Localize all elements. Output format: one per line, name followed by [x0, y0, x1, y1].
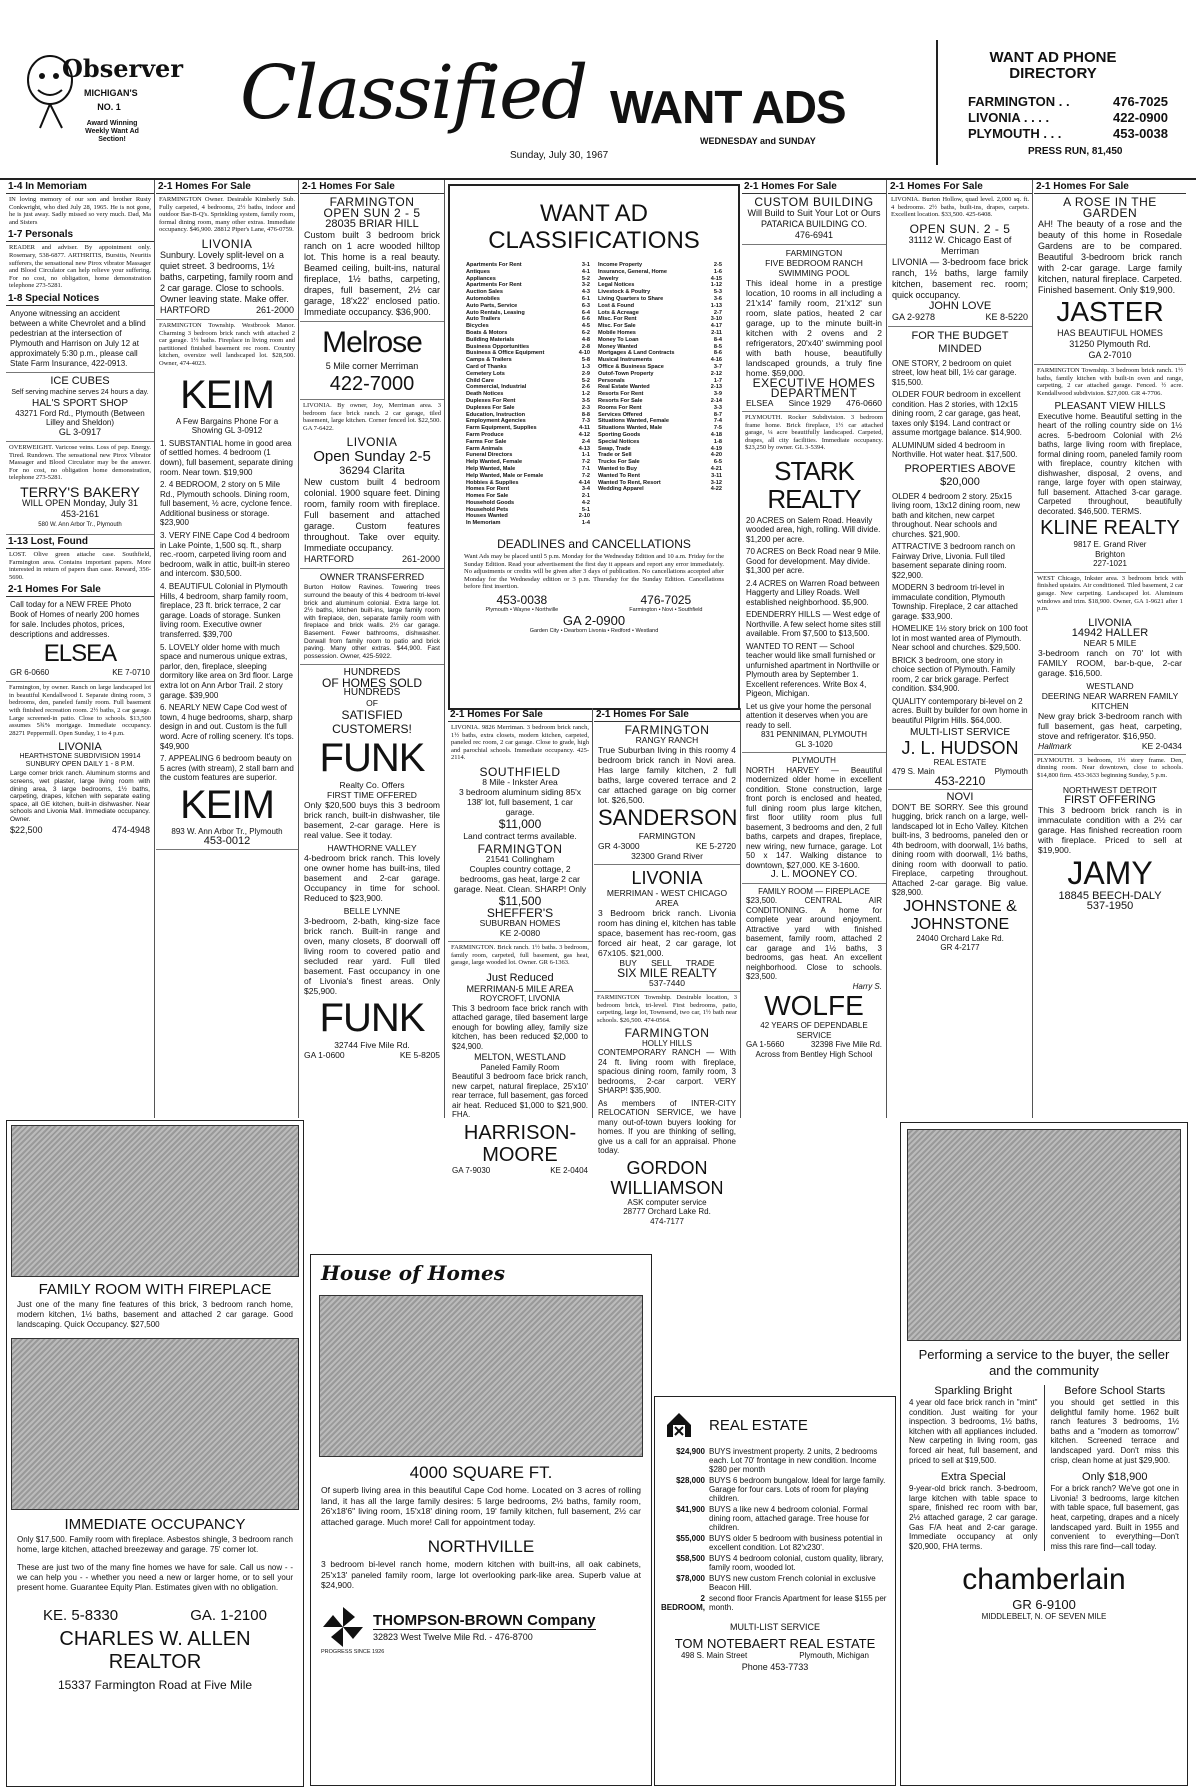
house-photo-3	[319, 1295, 643, 1457]
farmington-brick-text: FARMINGTON. Brick ranch. 1½ baths. 3 bedroom, family room, carpeted, full basement, gas heat, garage, large wooded lot. Owner. GR 6-1363.	[451, 943, 589, 967]
chamberlain-headline: Performing a service to the buyer, the seller and the community	[918, 1347, 1170, 1378]
masthead	[0, 0, 1196, 180]
classification-entry: Money Wanted 8-5	[598, 343, 722, 350]
chamberlain-name: chamberlain	[962, 1563, 1126, 1597]
column-5	[594, 708, 741, 1226]
allen-name: CHARLES W. ALLEN	[59, 1628, 251, 1650]
farmington-twp-text: FARMINGTON Township. Desirable location, 3 bedroom brick, tri-level. First bedrooms, patio, carpeting, large lot, Townsend, two car, 1½ bath near schools. $26,500. 474-0564.	[597, 994, 737, 1024]
classification-entry: Auto Trailers 6-6	[466, 316, 590, 323]
harrison-moore-ad: Just Reduced MERRIMAN-5 MILE AREA ROYCROFT, LIVONIA This 3 bedroom face brick ranch with attached garage, tiled basement large enough for bowling alley, family size kitchen, has been reduced $2,000 to $24,900. MELTON, WESTLAND Paneled Family Room Beautiful 3 bedroom face brick ranch, new carpet, natural fireplace, 25'x10' rear terrace, full basement, gas forced air heat. Reduced $1,000 to $21,900. FHA. HARRISON-MOORE GA 7-9030 KE 2-0404	[452, 971, 588, 1175]
farmington-briar-hill-ad: FARMINGTON OPEN SUN 2 - 5 28035 BRIAR HILL Custom built 3 bedroom brick ranch on 1 acre wooded hilltop lot. This home is a real beauty. Beamed ceiling, built-ins, natural fireplace, 1½ baths, carpeting, drapes, full basement, 2½ car garage, 18'x22' enclosed patio. Immediate occupancy. $36,900.	[300, 194, 444, 322]
classification-entry: Farm Equipment, Supplies 4-11	[466, 425, 590, 432]
elsea-ad: Call today for a NEW FREE Photo Book of Homes of nearly 200 homes for sale. Includes photos, prices, descriptions and addresses. ELSEA GR 6-0660 KE 7-0710	[6, 597, 154, 682]
deadlines-text: Want Ads may be placed until 5 p.m. Monday for the Wednesday Edition and 10 a.m. Friday for the Sunday Edition. Read your advertisement the first day it appears and report any error immediately. No adjustments or credits will be given after 3 days of publication. No cancellations accepted after Monday for the Wednesday edition or 3 p.m. Thursday for the Sunday Edition. Cancellations before first insertion.	[464, 553, 724, 591]
house-photo-2	[11, 1338, 299, 1510]
classification-entry: Farms For Sale 2-4	[466, 438, 590, 445]
want-ads-title: WANT ADS	[610, 81, 846, 133]
classification-list-left	[466, 262, 590, 527]
plymouth-frame-text: PLYMOUTH. 3 bedroom, 1½ story frame. Den, dinning room. Near downtown, close to schools. $14,800 firm. 453-3633 beginning Sunday, 5 p.m.	[1037, 756, 1183, 780]
northville-text: 3 bedroom bi-level ranch home, modern kitchen with built-ins, all oak cabinets, 25'x13' paneled family room, large lot overlooking park-like area. Superb value at $24,900.	[321, 1559, 641, 1590]
listing-row: $58,500 BUYS 4 bedroom colonial, custom quality, library, family room, wooded lot.	[676, 1554, 884, 1572]
header-homes-for-sale: 2-1 Homes For Sale	[156, 180, 298, 194]
column-8	[1034, 180, 1186, 1118]
owner-transferred-ad: OWNER TRANSFERRED Burton Hollow Ravines. Towering trees surround the beauty of this 4 bedroom tri-level brick and aluminum colonial. Extra large lot. 2½ baths, kitchen built-ins, large family room with fireplace, den, separate family room with fireplace and brick walls. 2½ car garage. Basement. Fewer bathrooms, dishwasher. Dorwall from family room to patio and brick paving. Many other extras. $44,900. Fast possession. Owner, 425-5922.	[300, 569, 444, 665]
header-homes-for-sale: 2-1 Homes For Sale	[448, 708, 592, 722]
classification-entry: Building Materials 4-8	[466, 336, 590, 343]
keim-ad: KEIM A Few Bargains Phone For a Showing GL 3-0912 1. SUBSTANTIAL home in good area of settled homes. 4 bedroom (1 down), full basement, separate dining room. Near town. $19,900 2. 4 BEDROOM, 2 story on 5 Mile Rd., Plymouth schools. Dining room, full basement, ½ acre, cyclone fence. Additional business or storage. $23,900 3. VERY FINE Cape Cod 4 bedroom in Lake Pointe, 1,500 sq. ft., sharp rec.-room, carpeted living room and bedroom, walk in attic, built-in stereo and intercom. $30,500. 4. BEAUTIFUL Colonial in Plymouth Hills, 4 bedroom, sharp family room, fireplace, 23 ft. brick terrace, 2 car garage. Loads of storage. Sunken living room. Executive owner transferred. $39,700 5. LOVELY older home with much space and numerous unique extras, parlor, den, fireplace, sleeping dormitory like area on 3rd floor. Large extra lot on Ann Arbor Trail. 2 story garage. $39,900 6. NEARLY NEW Cape Cod west of town, 4 huge bedrooms, sharp, sharp design in and out. Custom is the full word. Acre of rolling scenery. It's tops. $49,900 7. APPEALING 6 bedroom beauty on 5 acres (with stream), 2 stall barn and the custom features are superior. KEIM 893 W. Ann Arbor Tr., Plymouth 453-0012	[156, 370, 298, 851]
immediate-occupancy-title: IMMEDIATE OCCUPANCY	[64, 1516, 246, 1533]
classification-entry: Duplexes For Sale 2-3	[466, 404, 590, 411]
classification-entry: Death Notices 1-2	[466, 391, 590, 398]
gordon-williamson-ad: FARMINGTON HOLLY HILLS CONTEMPORARY RANCH — With 24 ft. living room with fireplace, spacious dining room, family room, 3 bedrooms, 2-car carport. VERY SHARP! $35,900. As members of INTER-CITY RELOCATION SERVICE, we have many out-of-town buyers looking for homes. If you are thinking of selling, give us a call for an appraisal. Phone today. GORDON WILLIAMSON ASK computer service 28777 Orchard Lake Rd. 474-7177	[598, 1026, 736, 1226]
classifications-title: WANT AD CLASSIFICATIONS	[488, 200, 700, 254]
progress-since: PROGRESS SINCE 1926	[321, 1648, 385, 1655]
classification-entry: Misc. For Sale 4-17	[598, 323, 722, 330]
classification-entry: Insurance, General, Home 1-6	[598, 268, 722, 275]
hallmark-ad: LIVONIA 14942 HALLER NEAR 5 MILE 3-bedroom ranch on 70' lot with FAMILY ROOM, bar-b-que, 2-car garage. $16,500. WESTLAND DEERING NEAR WARREN FAMILY KITCHEN New gray brick 3-bedroom ranch with full basement, gas heat, carpeting, stove and refrigerator. $16,950. Hallmark KE 2-0434	[1034, 615, 1186, 755]
hudson-ad: FOR THE BUDGET MINDED ONE STORY, 2 bedroom on quiet street, low heat bill, 1½ car garage. $15,500. OLDER FOUR bedroom in excellent condition. Has 2 stories, with 12x15 dining room, 2 car garage, gas heat, taxes only $194. Land contract or assume mortgage balance. $14,900. ALUMINUM sided 4 bedroom in Northville. Hot water heat. $17,500. PROPERTIES ABOVE $20,000 OLDER 4 bedroom 2 story. 25x15 living room, 13x12 dining room, new bath and kitchen, new carpet throughout. Near schools and churches. $21,900. ATTRACTIVE 3 bedroom ranch on Fairway Drive, Livonia. Full tiled basement separate dining room. $22,900. MODERN 3 bedroom tri-level in immaculate condition, Plymouth Township. Fireplace, 2 car attached garage. $33,900. HOMELIKE 1½ story brick on 100 foot lot in most wanted area of Plymouth. Near school and churches. $29,500. BRICK 3 bedroom, one story in choice section of Plymouth. Family room, 2 car brick garage. Perfect condition. $34,900. QUALITY contemporary bi-level on 2 acres. Built by builder for own home in beautiful Pilgrim Hills. $64,000. MULTI-LIST SERVICE J. L. HUDSON REAL ESTATE 479 S. Main Plymouth 453-2210	[888, 327, 1032, 791]
john-love-ad: OPEN SUN. 2 - 5 31112 W. Chicago East of Merriman LIVONIA — 3-bedroom face brick ranch, 1½ baths, large family kitchen, basement rec. room; quick occupancy. JOHN LOVE GA 2-9278 KE 8-5220	[888, 221, 1032, 327]
deadline-phone-ga: GA 2-0900 Garden City • Dearborn Livonia • Redford • Westland	[529, 613, 659, 635]
header-personals: 1-7 Personals	[6, 228, 154, 242]
classification-entry: Duplexes For Rent 3-5	[466, 397, 590, 404]
classification-entry: Resorts For Rent 3-9	[598, 391, 722, 398]
classification-list-right	[598, 262, 722, 527]
column-4	[448, 708, 593, 1175]
deadline-phones: 453-0038 Plymouth • Wayne • Northville 476-7025 Farmington • Novi • Southfield	[485, 593, 703, 614]
chamberlain-phone: GR 6-9100	[1012, 1597, 1076, 1613]
notebaert-ad	[654, 1396, 896, 1786]
award-text: Award Winning Weekly Want Ad Section!	[85, 120, 139, 143]
west-chicago-text: WEST Chicago, Inkster area. 3 bedroom brick with finished upstairs. Air conditioned. Tiled basement, 2 car garage. New carpeting. Landscaped lot. Aluminum windows and trim. $18,900. Owner, GA 1-9621 after 1 p.m.	[1037, 574, 1183, 613]
memoriam-text: IN loving memory of our son and brother Rusty Conkwright, who died July 28, 1965. He is not gone, he is just away. Sadly missed so very much. Dad, Ma and Sisters	[9, 196, 151, 226]
header-homes-for-sale: 2-1 Homes For Sale	[300, 180, 444, 194]
column-3	[300, 180, 445, 1118]
classification-entry: Help Wanted, Male 7-1	[466, 465, 590, 472]
classification-entry: Swap, Trade 4-19	[598, 445, 722, 452]
classification-entry: Misc. For Rent 3-10	[598, 316, 722, 323]
house-photo-4	[907, 1129, 1181, 1341]
classification-entry: Education, Instruction 8-8	[466, 411, 590, 418]
press-run: PRESS RUN, 81,450	[1028, 146, 1123, 157]
classification-entry: Auction Sales 4-3	[466, 289, 590, 296]
classification-entry: Child Care 5-2	[466, 377, 590, 384]
column-1	[6, 180, 155, 1118]
house-of-homes-ad	[310, 1254, 652, 1786]
notebaert-listings	[655, 1447, 895, 1612]
header-homes-for-sale: 2-1 Homes For Sale	[1034, 180, 1186, 194]
listing-row: $24,900 BUYS investment property. 2 units, 2 bedrooms each. Lot 70' frontage in new condition. Income $280 per month	[676, 1447, 878, 1474]
classification-entry: Livestock & Poultry 5-3	[598, 289, 722, 296]
allen-realtor: REALTOR	[108, 1651, 202, 1673]
classification-index	[450, 262, 738, 527]
ice-cubes-ad: ICE CUBES Self serving machine serves 24 hours a day. HAL'S SPORT SHOP 43271 Ford Rd., Plymouth (Between Lilley and Sheldon) GL 3-0917	[6, 373, 154, 442]
header-special-notices: 1-8 Special Notices	[6, 292, 154, 306]
allen-address: 15337 Farmington Road at Five Mile	[57, 1678, 253, 1692]
header-homes-for-sale: 2-1 Homes For Sale	[6, 583, 154, 597]
header-lost-found: 1-13 Lost, Found	[6, 535, 154, 549]
charles-allen-ad	[6, 1120, 304, 1787]
notebaert-address: 498 S. Main Street Plymouth, Michigan	[680, 1651, 869, 1660]
southfield-ad: SOUTHFIELD 8 Mile - Inkster Area 3 bedroom aluminum siding 85'x 138' lot, full basement, 1 car garage. $11,000 Land contract terms available. FARMINGTON 21541 Collingham Couples country cottage, 2 bedrooms, gas heat, large 2 car garage. Neat. Clean. SHARP! Only $11,500 SHEFFER'S SUBURBAN HOMES KE 2-0080	[448, 764, 592, 942]
directory-row: FARMINGTON . . 476-7025 LIVONIA . . . . 422-0900 PLYMOUTH . . . 453-0038	[968, 94, 1168, 141]
listing-row: $55,000 BUYS older 5 bedroom with business potential in excellent condition. Lot 82'x230'.	[676, 1534, 883, 1552]
northville-title: NORTHVILLE	[427, 1537, 535, 1556]
farmington-owner-text: Farmington, by owner. Ranch on large landscaped lot in beautiful Kendallwood I. Separate dining room, 3 bedrooms, den, paneled family room. Full basement with finished recreation room. 2½ baths, 2 car garage. Large screened-in patio. Close to schools. $13,500 assumes 5¾% mortgage. Immediate occupancy. 28271 Peppermill. Open Sunday, 1 to 4 p.m.	[9, 684, 151, 737]
observer-logo	[20, 50, 183, 160]
allen-phones: KE. 5-8330 GA. 1-2100	[43, 1607, 267, 1624]
classification-entry: Help Wanted, Female 7-2	[466, 459, 590, 466]
classification-entry: Money To Loan 8-4	[598, 336, 722, 343]
classification-entry: Commercial, Industrial 2-6	[466, 384, 590, 391]
classification-entry: Real Estate Wanted 2-13	[598, 384, 722, 391]
square-feet-text: Of superb living area in this beautiful Cape Cod home. Located on 3 acres of rolling land, it has all the large family desires: 5 large bedrooms, 2½ baths, family room, 26'x18'6" living room, 15'x18' dining room, 19' family kitchen, full basement, 2½ car attached garage. Much more! Call for appointment today.	[321, 1485, 641, 1527]
classification-entry: Jewelry 4-15	[598, 275, 722, 282]
house-of-homes-title: House of Homes	[321, 1261, 506, 1285]
wolfe-ad: FAMILY ROOM — FIREPLACE $23,500. CENTRAL AIR CONDITIONING. A home for complete year around enjoyment. Attractive yard with finished basement, family room, attached 2 car garage and 1½ baths, 3 bedrooms, gas heat. An excellent neighborhood. Close to schools. $23,500. Harry S. WOLFE 42 YEARS OF DEPENDABLE SERVICE GA 1-5660 32398 Five Mile Rd. Across from Bentley High School	[746, 886, 882, 1059]
classification-entry: Situations Wanted, Male 7-5	[598, 425, 722, 432]
classification-entry: Living Quarters to Share 3-6	[598, 295, 722, 302]
listing-row: $28,000 BUYS 6 bedroom bungalow. Ideal for large family. Garage for four cars. Lots of room for playing children.	[676, 1476, 886, 1503]
classification-entry: Boats & Motors 6-2	[466, 329, 590, 336]
chamberlain-address: MIDDLEBELT, N. OF SEVEN MILE	[981, 1612, 1107, 1622]
special-notice-text: Anyone witnessing an accident between a white Chevrolet and a blind pedestrian at the intersection of Plymouth and Harrison on July 12 at approximately 5:30 p.m., please call State Farm Insurance, 422-0913.	[6, 306, 154, 373]
classification-entry: Automobiles 6-1	[466, 295, 590, 302]
farmington-twp-text: FARMINGTON Township. 3 bedroom brick ranch. 1½ baths, family kitchen with built-in oven and range, carpeting, 2 car attached garage. Fenced. ½ acre. Kendallwood subdivision. $27,000. GR 4-7706.	[1037, 367, 1183, 397]
edition-days: WEDNESDAY and SUNDAY	[700, 136, 816, 146]
listing-row: $41,900 BUYS a like new 4 bedroom colonial. Formal dining room, attached garage. Tree house for children.	[676, 1505, 870, 1532]
chamberlain-listings: Sparkling Bright 4 year old face brick ranch in "mint" condition. Just waiting for your inspection. 3 bedrooms, 1½ baths, kitchen with all appliances included. New carpeting in living room, gas forced air heat, full basement, and priced to sell at $19,500. Extra Special 9-year-old brick ranch. 3-bedroom, large kitchen with table space to spare, finished rec room with bar, 2½ attached garage, 2 car garage. Gas F/A heat and 2-car garage. Immediate occupancy at only $20,900, FHA terms. Before School Starts you should get settled in this delightful family home. 1962 built ranch features 3 bedrooms, 1½ baths and a "modern as tomorrow" kitchen. Screened terrace and landscaped yard. Don't miss this crisp, clean home at just $29,900. Only $18,900 For a brick ranch? We've got one in Livonia! 3 bedrooms, large kitchen with table space, full basement, gas heat, carpeting, drapes and a nicely landscaped yard. Built in 1955 and convenient to everything—Don't miss this rare find—call today.	[909, 1385, 1179, 1551]
johnstone-ad: NOVI DON'T BE SORRY. See this ground hugging, brick ranch on a large, well-landscaped lot in Echo Valley. Kitchen built-ins, 3 bedrooms, paneled den or 4th bedroom, with doorwall, 1½ baths, dining room with doorwall, 1½ baths, dining room with doorwall to patio. Fireplace, carpeting throughout. Attached 2-car garage. Big value. $28,900. JOHNSTONE & JOHNSTONE 24040 Orchard Lake Rd. GR 4-2177	[892, 791, 1028, 953]
classification-entry: Mobile Homes 2-11	[598, 329, 722, 336]
classification-entry: Situations Wanted, Female 7-4	[598, 418, 722, 425]
farmington-twp-text: FARMINGTON Township. Westbrook Manor. Charming 3 bedroom brick ranch with attached 2 car garage. 1½ baths. Fireplace in living room and partitioned finished basement rec room. Country kitchen, oversize well landscaped lot. $28,500. Owner, 474-4023.	[159, 321, 295, 367]
farmington-owner-text: FARMINGTON Owner. Desirable Kimberly Sub. Fully carpeted, 4 bedrooms, 2½ baths, indoor and outdoor Bar-B-Q's. Sprinkling system, family room, formal dining room, many other extras. Immediate occupancy. $46,900. 28812 Piper's Lane, 476-0759.	[159, 196, 295, 234]
paper-tagline: MICHIGAN'S NO. 1	[84, 88, 138, 112]
chamberlain-ad	[900, 1122, 1188, 1786]
livonia-hearthstone-ad: LIVONIA HEARTHSTONE SUBDIVISION 19914 SUNBURY OPEN DAILY 1 - 8 P.M. Large corner brick ranch. Aluminum storms and screens, wet plaster, large living room with dining area, 3 large bedrooms, 1½ baths, carpeting, drapes, kitchen with separate eating space, all GE kitchen, built-in dishwasher. Near schools and Livonia Mall. Immediate occupancy. Owner. $22,500 474-4948	[10, 741, 150, 835]
classification-entry: Employment Agencies 7-3	[466, 418, 590, 425]
classification-entry: Auto Parts, Service 6-3	[466, 302, 590, 309]
immediate-occupancy-text: Only $17,500. Family room with fireplace. Asbestos shingle, 3 bedroom ranch home, large kitchen, attached breezeway and garage. 75' corner lot.	[17, 1535, 293, 1554]
classification-entry: Apartments For Rent 3-1	[466, 262, 590, 268]
column-7	[888, 180, 1033, 1118]
sanderson-ad: FARMINGTON RANGY RANCH True Suburban living in this roomy 4 bedroom brick ranch in Novi area. Has large family kitchen, 2 full baths, large covered terrace and 2 car attached garage on big corner lot. $26,500. SANDERSON FARMINGTON GR 4-3000 KE 5-2720 32300 Grand River	[594, 722, 740, 865]
classification-entry: Special Notices 1-8	[598, 438, 722, 445]
classification-entry: Hobbies & Supplies 4-14	[466, 479, 590, 486]
classification-entry: Farm Animals 4-13	[466, 445, 590, 452]
house-logo-icon	[665, 1411, 693, 1439]
header-memoriam: 1-4 In Memoriam	[6, 180, 154, 194]
pinwheel-icon	[321, 1605, 365, 1649]
classification-entry: Household Pets 5-1	[466, 506, 590, 513]
classification-entry: Trade or Sell 4-20	[598, 452, 722, 459]
classification-entry: Wanted To Rent 3-11	[598, 472, 722, 479]
livonia-merriman-text: LIVONIA. 9826 Merriman. 3 bedroom brick ranch, 1½ baths, extra closets, modern kitchen, carpeted, paneled rec room, 2 car garage. Close to grade, high and parochial schools. Immediate occupancy. 425-2114.	[451, 724, 589, 762]
square-feet-title: 4000 SQUARE FT.	[409, 1463, 553, 1482]
classification-entry: Apartments For Rent 3-2	[466, 282, 590, 289]
classification-entry: Household Goods 4-2	[466, 499, 590, 506]
classification-entry: Musical Instruments 4-16	[598, 357, 722, 364]
jaster-ad: A ROSE IN THE GARDEN AH! The beauty of a rose and the beauty of this home in Rosedale Gardens are to be compared. Beautiful 3-bedroom brick ranch with 2-car garage. Large family kitchen, natural fireplace. Carpeted. Finished basement. Only $19,900. JASTER HAS BEAUTIFUL HOMES 31250 Plymouth Rd. GA 2-7010	[1034, 194, 1186, 365]
livonia-sunbury-ad: LIVONIA Sunbury. Lovely split-level on a quiet street. 3 bedrooms, 1½ baths, carpeting, family room and 2 car garage. Close to schools. Owner leaving state. Make offer. HARTFORD 261-2000	[156, 236, 298, 320]
want-ad-classifications	[448, 184, 740, 710]
classification-entry: Homes For Sale 2-1	[466, 493, 590, 500]
livonia-owner-text: LIVONIA. By owner, Joy, Merriman area. 3 bedroom face brick ranch. 2 car garage, tiled basement, large kitchen. Corner fenced lot. $22,500. GA 7-6422.	[303, 402, 441, 432]
plymouth-rocker-text: PLYMOUTH. Rocker Subdivision. 3 bedroom frame home. Brick fireplace, 1½ car attached garage, ¼ acre beautifully landscaped. Carpeted, drapes, all city facilities. Immediate occupancy. $23,250 by owner. GL 3-5394.	[745, 414, 883, 452]
notebaert-name: TOM NOTEBAERT REAL ESTATE	[674, 1636, 876, 1651]
patarica-ad: CUSTOM BUILDING Will Build to Suit Your Lot or Ours PATARICA BUILDING CO. 476-6941	[742, 194, 886, 245]
classification-entry: Resorts For Sale 2-14	[598, 397, 722, 404]
kline-realty-ad: PLEASANT VIEW HILLS Executive home. Beautiful setting in the heart of the rolling country side on 1½ acres. 5-bedroom Colonial with 2½ baths, large living room with fireplace, formal dining room, paneled family room with fireplace, country kitchen with dishwasher, disposal, 2 ovens, and range, large foyer with open stairway, full basement. Attached 3-car garage. Carpeted throughout, beautifully decorated. $46,500. TERMS. KLINE REALTY 9817 E. Grand River Brighton 227-1021	[1034, 399, 1186, 573]
header-homes-for-sale: 2-1 Homes For Sale	[594, 708, 740, 722]
classification-entry: Trucks For Sale 6-5	[598, 459, 722, 466]
family-room-title: FAMILY ROOM WITH FIREPLACE	[38, 1281, 272, 1298]
column-2	[156, 180, 299, 1118]
classification-entry: Homes For Rent 3-4	[466, 486, 590, 493]
listing-row: 2 BEDROOM, second floor Francis Apartment for lease $155 per month.	[661, 1594, 887, 1612]
issue-date: Sunday, July 30, 1967	[510, 150, 609, 161]
classification-entry: Legal Notices 1-12	[598, 282, 722, 289]
classification-entry: Sporting Goods 4-18	[598, 431, 722, 438]
classification-entry: Farm Produce 4-12	[466, 431, 590, 438]
classification-entry: Antiques 4-1	[466, 268, 590, 275]
mooney-ad: PLYMOUTH NORTH HARVEY — Beautiful modernized older home in excellent condition. Stone construction, large front porch is enclosed and heated, full dining room plus large kitchen, first floor utility room plus full basement, 3 bedrooms and den, 2 full baths, carpets and drapes, fireplace, new wiring, new furnace, garage. Lot 50 x 147. Walking distance to downtown, $27,000. KE 3-1600. J. L. MOONEY CO.	[742, 753, 886, 884]
personals-text: READER and adviser. By appointment only. Rosemary, 538-6877. ARTHRITIS, Bursitis, Neuritis sufferers, the sensational new Pirox vibrator Massager and Blood Circulator can help relieve your suffering. For no cost, no obligation, home demonstration telephone 273-5281.	[9, 244, 151, 290]
classification-entry: Mortgages & Land Contracts 8-6	[598, 350, 722, 357]
classification-entry: Wanted to Buy 4-21	[598, 465, 722, 472]
classification-entry: Cemetery Lots 2-9	[466, 370, 590, 377]
classification-entry: Outof-Town Property 2-12	[598, 370, 722, 377]
classification-entry: Income Property 2-5	[598, 262, 722, 268]
classification-entry: Funeral Directors 1-1	[466, 452, 590, 459]
classification-entry: Auto Rentals, Leasing 6-4	[466, 309, 590, 316]
two-homes-text: These are just two of the many fine homes we have for sale. Call us now - - we can help you - - whether you need a new or larger home, or to sell your present home. Guarantee Equity Plan. Estimates given with no obligation.	[17, 1563, 293, 1592]
classification-entry: Appliances 5-2	[466, 275, 590, 282]
overweight-text: OVERWEIGHT. Varicose veins. Loss of pep. Energy. Tired. Rundown. The sensational new Pirox Vibrator Massager and Blood Circulator may be the answer. For no cost, no obligation home demonstration, telephone 273-5281.	[9, 443, 151, 482]
livonia-clarita-ad: LIVONIA Open Sunday 2-5 36294 Clarita New custom built 4 bedroom colonial. 1900 square feet. Dining room, family room with fireplace. Full basement and attached garage. Custom features throughout. Take over equity. Immediate occupancy. HARTFORD 261-2000	[300, 434, 444, 569]
six-mile-realty-ad: LIVONIA MERRIMAN - WEST CHICAGO AREA 3 Bedroom brick ranch. Livonia room has dining el, kitchen has table space, basement has rec-room, gas forced air heat, 2 car garage, lot 67x105. $21,000. BUY SELL TRADE SIX MILE REALTY 537-7440	[594, 865, 740, 992]
classification-entry: Wedding Apparel 4-22	[598, 486, 722, 493]
terrys-bakery-ad: TERRY'S BAKERY WILL OPEN Monday, July 31 453-2161 580 W. Ann Arbor Tr., Plymouth	[6, 484, 154, 535]
classification-entry: Help Wanted, Male or Female 7-2	[466, 472, 590, 479]
classification-entry: Personals 1-7	[598, 377, 722, 384]
classification-entry: Bicycles 4-5	[466, 323, 590, 330]
header-homes-for-sale: 2-1 Homes For Sale	[888, 180, 1032, 194]
classification-entry: Business & Office Equipment 4-10	[466, 350, 590, 357]
paper-name: Observer	[62, 54, 183, 83]
classified-title: Classified	[240, 50, 587, 136]
livonia-burton-text: LIVONIA. Burton Hollow, quad level. 2,000 sq. ft. 4 bedrooms. 2½ baths, built-ins, drapes, carpets. Excellent location. $33,500. 425-6408.	[891, 196, 1029, 219]
directory-title: WANT AD PHONE DIRECTORY	[989, 49, 1117, 82]
column-6	[742, 180, 887, 1118]
classification-entry: Services Offered 8-7	[598, 411, 722, 418]
funk-realty-ad: HUNDREDS OF HOMES SOLD HUNDREDS OF SATISFIED CUSTOMERS! FUNK Realty Co. Offers FIRST TIME OFFERED Only $20,500 buys this 3 bedroom brick ranch, built-in dishwasher, tile basement, 2-car garage. Here is real value. See it today. HAWTHORNE VALLEY 4-bedroom brick ranch. This lovely one owner home has built-ins, tiled basement and 2-car garage. Occupancy in time for school. Reduced to $23,900. BELLE LYNNE 3-bedroom, 2-bath, king-size face brick ranch. Built-in range and oven, many closets, 8' doorwall off living room to covered patio and secluded rear yard. Full tiled basement. Fast occupancy in one of Livonia's finest areas. Only $25,900. FUNK 32744 Five Mile Rd. GA 1-0600 KE 5-8205	[304, 667, 440, 1061]
classification-entry: Houses Wanted 2-10	[466, 513, 590, 520]
classification-entry: Office & Business Space 3-7	[598, 363, 722, 370]
classification-entry: Card of Thanks 1-3	[466, 363, 590, 370]
deadlines-title: DEADLINES and CANCELLATIONS	[497, 537, 691, 552]
family-room-text: Just one of the many fine features of this brick, 3 bedroom ranch home, modern kitchen, 1½ baths, basement and attached 2 car garage. Good landscaping. Quick Occupancy. $27,500	[17, 1300, 293, 1329]
notebaert-header: REAL ESTATE	[655, 1397, 895, 1445]
classification-entry: Business Opportunities 2-8	[466, 343, 590, 350]
classification-entry: Camps & Trailers 5-8	[466, 357, 590, 364]
jamy-ad: NORTHWEST DETROIT FIRST OFFERING This 3 bedroom brick ranch is in immaculate condition with a 2½ car garage. Has finished recreation room with fireplace. Priced to sell at $19,900. JAMY 18845 BEECH-DALY 537-1950	[1038, 784, 1182, 912]
melrose-ad: Melrose 5 Mile corner Merriman 422-7000	[300, 322, 444, 400]
lost-text: LOST. Olive green attache case. Southfield, Farmington area. Contains important papers. More interested in return of papers than case. Reward, 356-5690.	[9, 550, 151, 581]
house-photo-1	[11, 1125, 299, 1277]
elsea-executive-ad: FARMINGTON FIVE BEDROOM RANCH SWIMMING POOL This ideal home in a prestige location, 10 rooms in all including a 21'x14' family room, 21'x12' sun room, slate patios, heated 2 car garage, up to the minute built-in kitchen with 2 ovens and 2 refrigerators, 20'x40' swimming pool with bath house, beautifully landscaped grounds, a truly fine home. $59,000. EXECUTIVE HOMES DEPARTMENT ELSEA Since 1929 476-0660	[742, 245, 886, 412]
classification-entry: In Memoriam 1-4	[466, 520, 590, 527]
classification-entry: Lost & Found 1-13	[598, 302, 722, 309]
header-homes-for-sale: 2-1 Homes For Sale	[742, 180, 886, 194]
classification-entry: Lots & Acreage 2-7	[598, 309, 722, 316]
classification-entry: Rooms For Rent 3-3	[598, 404, 722, 411]
notebaert-mls: MULTI-LIST SERVICE	[729, 1622, 821, 1632]
phone-directory	[936, 40, 1178, 165]
notebaert-phone: Phone 453-7733	[741, 1662, 809, 1672]
thompson-brown-logo: THOMPSON-BROWN Company 32823 West Twelve Mile Rd. - 476-8700	[311, 1593, 651, 1649]
classification-entry: Wanted To Rent, Resort 3-12	[598, 479, 722, 486]
listing-row: $78,000 BUYS new custom French colonial in exclusive Beacon Hill.	[676, 1574, 876, 1592]
stark-realty-ad: STARK REALTY 20 ACRES on Salem Road. Heavily wooded area, high, rolling. Will divide. $1,200 per acre. 70 ACRES on Beck Road near 9 Mile. Good for development. May divide. $1,300 per acre. 2.4 ACRES on Warren Road between Haggerty and Lilley Roads. Well established neighborhood. $5,900. EDENDERRY HILLS — West edge of Northville. A few select home sites still available. From $7,500 to $13,500. WANTED TO RENT — School teacher would like small furnished or unfurnished apartment in Northville or Plymouth area by September 1. Excellent references. Write Box 4, Pigeon, Michigan. Let us give your home the personal attention it deserves when you are ready to sell. 831 PENNIMAN, PLYMOUTH GL 3-1020	[742, 454, 886, 754]
